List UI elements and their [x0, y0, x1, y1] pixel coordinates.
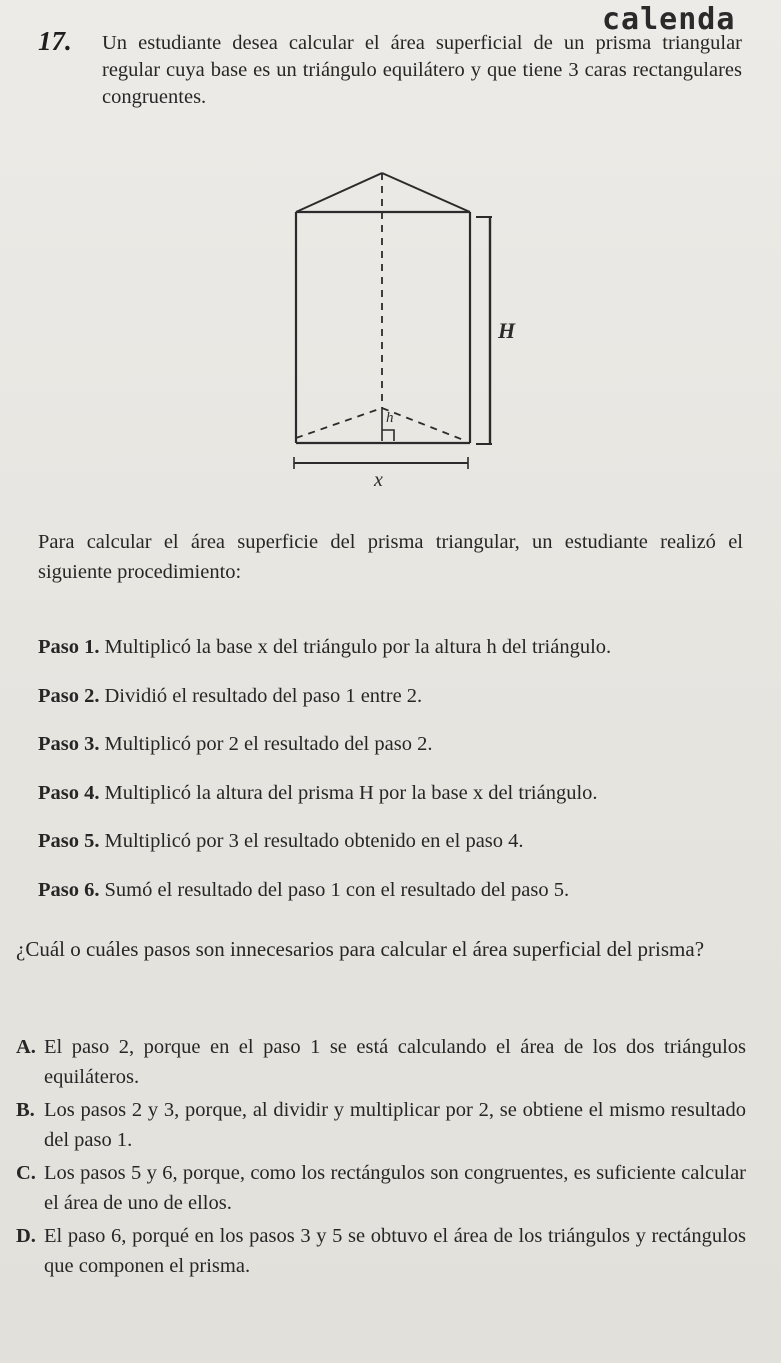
base-label: x [374, 469, 383, 491]
page-header-word: calenda [602, 2, 736, 37]
step-2 [38, 683, 758, 732]
triangle-height-label: h [386, 410, 394, 426]
option-letter: C. [16, 1162, 36, 1184]
step-6 [38, 877, 758, 926]
prism-top-right-edge [382, 173, 470, 212]
option-b[interactable] [16, 1095, 746, 1155]
step-text: Dividió el resultado del paso 1 entre 2. [104, 684, 423, 707]
step-label: Paso 2. [38, 684, 100, 707]
procedure-steps [38, 634, 758, 925]
option-letter: B. [16, 1099, 35, 1121]
step-4 [38, 780, 758, 829]
step-label: Paso 3. [38, 733, 100, 755]
step-label: Paso 4. [38, 781, 100, 804]
prism-figure [270, 160, 570, 500]
option-c[interactable] [16, 1158, 746, 1218]
option-letter: D. [16, 1225, 36, 1247]
question-statement: Un estudiante desea calcular el área superficial de un prisma triangular regular cuya base es un triángulo equilátero y que tiene 3 caras rectangulares congruentes. [102, 32, 742, 108]
prism-hidden-bottom-left [296, 408, 382, 438]
option-text: El paso 6, porqué en los pasos 3 y 5 se obtuvo el área de los triángulos y rectángulos que componen el prisma. [44, 1225, 746, 1277]
right-angle-mark [382, 430, 394, 441]
prism-height-label: H [498, 318, 516, 343]
option-letter: A. [16, 1036, 36, 1058]
option-a[interactable] [16, 1032, 746, 1092]
step-label: Paso 5. [38, 830, 100, 852]
step-text: Multiplicó por 2 el resultado del paso 2. [104, 733, 433, 755]
procedure-intro: Para calcular el área superficie del prisma triangular, un estudiante realizó el siguiente procedimiento: [38, 531, 743, 583]
question-number: 17. [38, 26, 72, 56]
step-text: Multiplicó por 3 el resultado obtenido en el paso 4. [104, 830, 524, 852]
prism-top-left-edge [296, 173, 382, 212]
step-label: Paso 1. [38, 636, 100, 658]
option-text: Los pasos 5 y 6, porque, como los rectángulos son congruentes, es suficiente calcular el área de uno de ellos. [44, 1162, 746, 1214]
step-label: Paso 6. [38, 878, 100, 901]
question-prompt: ¿Cuál o cuáles pasos son innecesarios para calcular el área superficial del prisma? [16, 937, 705, 961]
step-5 [38, 828, 758, 877]
step-text: Multiplicó la base x del triángulo por la altura h del triángulo. [104, 636, 612, 658]
option-text: Los pasos 2 y 3, porque, al dividir y multiplicar por 2, se obtiene el mismo resultado del paso 1. [44, 1099, 746, 1151]
answer-options [16, 1032, 746, 1284]
step-3 [38, 731, 758, 780]
step-1 [38, 634, 758, 683]
option-d[interactable] [16, 1221, 746, 1281]
step-text: Sumó el resultado del paso 1 con el resultado del paso 5. [104, 878, 570, 901]
step-text: Multiplicó la altura del prisma H por la base x del triángulo. [104, 781, 598, 804]
option-text: El paso 2, porque en el paso 1 se está calculando el área de los dos triángulos equiláteros. [44, 1036, 746, 1088]
